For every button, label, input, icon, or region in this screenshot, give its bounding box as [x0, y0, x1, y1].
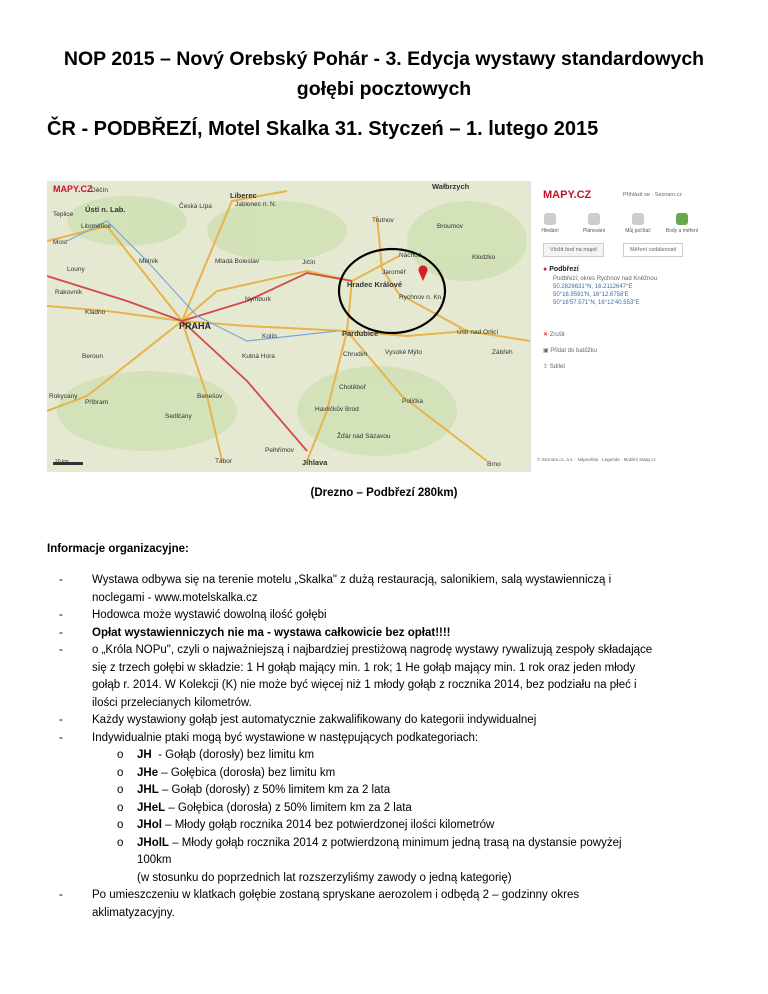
category-item: [137, 765, 717, 783]
map-town-label: Hradec Králové: [347, 280, 403, 289]
category-code: JHeL: [137, 801, 166, 814]
category-description: – Młody gołąb rocznika 2014 bez potwierdzonej ilości kilometrów: [161, 819, 495, 831]
map-town-label: Broumov: [437, 223, 464, 230]
search-tool-button[interactable]: [533, 213, 567, 234]
category-item: [137, 800, 717, 818]
category-description: – Gołąb (dorosły) z 50% limitem km za 2 lata: [158, 784, 391, 796]
point-address: Podbřezí, okres Rychnov nad Kněžnou: [553, 276, 658, 282]
category-description: – Gołębica (dorosła) bez limitu km: [158, 766, 336, 779]
document-subtitle: ČR - PODBŘEZÍ, Motel Skalka 31. Styczeń – 1. lutego 2015: [47, 118, 599, 140]
map-town-label: Děčín: [91, 187, 108, 194]
map-town-label: PRAHA: [179, 321, 212, 331]
list-dash: -: [59, 609, 63, 621]
tab-insert-point[interactable]: Vložit bod na mapě: [543, 243, 604, 257]
list-item-line: gołąb r. 2014. W Kolekcji (K) nie może być więcej niż 1 młody gołąb z rocznika 2014, bez podziału na płeć i: [92, 679, 637, 691]
map-town-label: Zábřeh: [492, 349, 513, 356]
action-label: Sdílet: [549, 364, 566, 370]
list-dash: -: [59, 889, 63, 901]
map-footer: © Seznam.cz, a.s. · Nápověda · Legenda · Mobilní Mapy.cz: [537, 457, 656, 462]
map-town-label: Jičín: [302, 259, 316, 266]
sub-bullet: o: [117, 766, 124, 779]
mapy-logo: MAPY.CZ: [543, 189, 592, 201]
sub-bullet: o: [117, 801, 124, 814]
list-dash: -: [59, 626, 63, 639]
list-item-line: Po umieszczeniu w klatkach gołębie zostaną spryskane aerozolem i odbędą 2 – godzinny okres: [92, 889, 580, 901]
point-title: [543, 266, 579, 273]
map-town-label: Mladá Boleslav: [215, 258, 260, 265]
document-title: NOP 2015 – Nový Orebský Pohár - 3. Edycja wystawy standardowych gołębi pocztowych: [63, 48, 705, 100]
list-dash: -: [59, 644, 63, 656]
map-town-label: Wałbrzych: [432, 182, 470, 191]
map-town-label: Brno: [487, 461, 501, 468]
category-note: 100km: [137, 854, 172, 866]
list-item-line: Każdy wystawiony gołąb jest automatycznie zakwalifikowany do kategorii indywidualnej: [92, 714, 537, 726]
list-dash: -: [59, 731, 63, 744]
map-town-label: Litoměřice: [81, 223, 111, 230]
map-town-label: Kolín: [262, 333, 277, 340]
map-town-label: Polička: [402, 398, 423, 405]
list-item-line: Wystawa odbywa się na terenie motelu „Skalka" z dużą restauracją, salonikiem, salą wystawienniczą i: [92, 574, 612, 586]
search-icon: [544, 213, 556, 225]
list-item-line: Hodowca może wystawić dowolną ilość gołębi: [92, 609, 327, 621]
map-town-label: Chotěboř: [339, 384, 366, 391]
category-code: JHe: [137, 766, 159, 779]
pin-icon: ●: [543, 266, 548, 273]
map-town-label: Ústí n. Lab.: [85, 205, 126, 214]
map-town-label: Kłodzko: [472, 254, 496, 261]
map-town-label: Trutnov: [372, 217, 394, 224]
category-item: [137, 835, 717, 853]
map-town-label: Česká Lípa: [179, 203, 212, 210]
point-title-text: Podbřezí: [549, 266, 579, 273]
list-dash: -: [59, 714, 63, 726]
my-computer-tool-button[interactable]: [621, 213, 655, 234]
list-item-line: Indywidualnie ptaki mogą być wystawione w następujących podkategoriach:: [92, 731, 479, 744]
action-label: Přidat do batůžku: [550, 348, 598, 354]
map-town-label: Liberec: [230, 191, 257, 200]
category-code: JHolL: [137, 836, 169, 849]
map-town-label: Žďár nad Sázavou: [337, 433, 391, 440]
map-town-label: Jihlava: [302, 458, 328, 467]
list-item-line: ilości przelecianych kilometrów.: [92, 696, 252, 709]
map-town-label: Tábor: [215, 458, 232, 465]
map-town-label: Pelhřimov: [265, 447, 294, 454]
map-town-label: Příbram: [85, 399, 109, 406]
category-description: - Gołąb (dorosły) bez limitu km: [151, 749, 315, 761]
category-code: JHol: [137, 819, 162, 831]
info-heading: Informacje organizacyjne:: [47, 543, 189, 555]
sub-bullet: o: [117, 836, 124, 849]
map-town-label: Sedlčany: [165, 413, 192, 420]
map-town-label: Teplice: [53, 211, 74, 218]
map-town-label: Louny: [67, 266, 85, 273]
map-town-label: Jaroměř: [382, 269, 406, 276]
map-logo: MAPY.CZ: [53, 184, 93, 194]
category-item: [137, 782, 717, 800]
map-town-label: Most: [53, 239, 68, 246]
point-coords-2: 50°16.9591'N, 16°12.6758'E: [553, 292, 629, 298]
sidebar-links[interactable]: Přihlásit se · Seznam.cz: [623, 192, 682, 198]
share-icon: ⇪: [543, 364, 549, 370]
list-item-line: się z trzech gołębi w składzie: 1 H gołąb mający min. 1 rok; 1 He gołąb mający min. 1 rok oraz jeden młody: [92, 661, 636, 674]
map-town-label: Pardubice: [342, 329, 379, 338]
close-icon: ✕: [543, 332, 549, 338]
map-town-label: Mělník: [139, 258, 159, 265]
map-town-label: Rychnov n. Kn.: [399, 294, 444, 301]
category-description: – Młody gołąb rocznika 2014 z potwierdzoną minimum jedną trasą na dystansie powyżej: [168, 836, 622, 849]
map-town-label: Chrudim: [343, 351, 368, 358]
map-sidebar: [530, 181, 710, 472]
map-caption: (Drezno – Podbřezí 280km): [310, 487, 458, 499]
list-dash: -: [59, 574, 63, 586]
computer-icon: [632, 213, 644, 225]
points-tool-button[interactable]: [665, 213, 699, 234]
category-note: (w stosunku do poprzednich lat rozszerzyliśmy zawody o jedną kategorię): [137, 871, 512, 884]
point-coords-1: 50.2826631°N, 16.2112647°E: [553, 284, 633, 290]
map-town-label: Vysoké Mýto: [385, 349, 422, 356]
list-item-line: aklimatyzacyjny.: [92, 906, 175, 919]
location-map[interactable]: [47, 181, 710, 472]
add-to-bag-action[interactable]: [543, 347, 597, 354]
category-description: – Gołębica (dorosła) z 50% limitem km za 2 lata: [165, 801, 412, 814]
map-town-label: Ústí nad Orlicí: [457, 329, 499, 336]
measure-icon: [676, 213, 688, 225]
map-town-label: Kladno: [85, 309, 106, 316]
bag-icon: ▣: [543, 348, 549, 354]
action-label: Zrušit: [549, 332, 565, 338]
point-coords-3: 50°16'57.571"N, 16°12'40.553"E: [553, 300, 640, 306]
category-item: [137, 747, 717, 765]
tool-label: Plánování: [582, 228, 606, 234]
tab-measure[interactable]: Měření vzdáleností: [623, 243, 683, 257]
map-town-label: Havlíčkův Brod: [315, 406, 359, 413]
map-town-label: Beroun: [82, 353, 103, 360]
tool-label: Body a měření: [665, 228, 699, 234]
sub-bullet: o: [117, 819, 124, 831]
tool-label: Hledání: [541, 228, 559, 234]
map-canvas[interactable]: [47, 181, 530, 472]
map-town-label: Jablonec n. N.: [235, 201, 277, 208]
category-code: JHL: [137, 784, 159, 796]
map-town-label: Kutná Hora: [242, 353, 275, 360]
route-icon: [588, 213, 600, 225]
map-town-label: Náchod: [399, 252, 422, 259]
map-town-label: Rakovník: [55, 289, 83, 296]
map-town-label: Rokycany: [49, 393, 78, 400]
category-item: [137, 817, 717, 835]
share-action[interactable]: [543, 363, 565, 370]
list-item-line: o „Króla NOPu", czyli o najważniejszą i najbardziej prestiżową nagrodę wystawy rywalizują zespoły składające: [92, 644, 653, 656]
map-town-label: Nymburk: [245, 296, 272, 303]
list-item-line: Opłat wystawienniczych nie ma - wystawa całkowicie bez opłat!!!!: [92, 626, 451, 639]
tool-label: Můj počítač: [625, 228, 651, 234]
sub-bullet: o: [117, 784, 124, 796]
list-item-line: noclegami - www.motelskalka.cz: [92, 591, 258, 604]
map-town-label: Benešov: [197, 393, 223, 400]
planning-tool-button[interactable]: [577, 213, 611, 234]
cancel-action[interactable]: [543, 331, 565, 338]
category-code: JH: [137, 749, 152, 761]
sub-bullet: o: [117, 749, 124, 761]
map-scale: 20 km: [55, 459, 69, 465]
